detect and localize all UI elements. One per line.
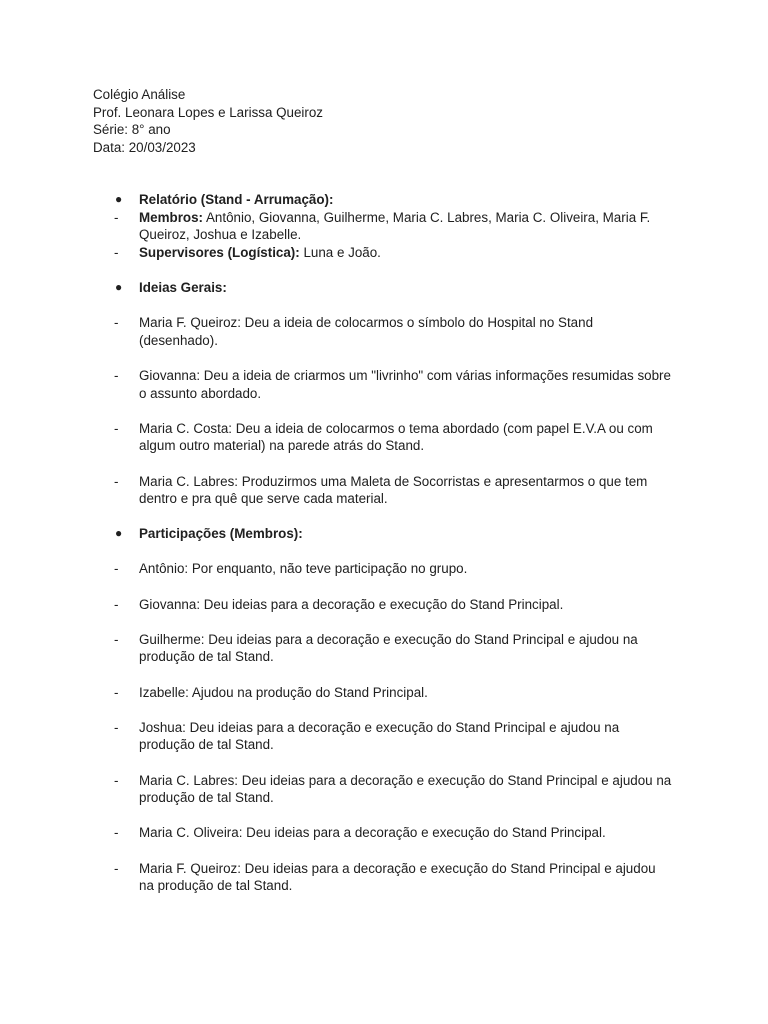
spacer bbox=[114, 842, 674, 860]
members-label: Membros: bbox=[139, 209, 203, 225]
list-item bbox=[114, 860, 674, 895]
spacer bbox=[114, 613, 674, 631]
dash-marker: - bbox=[114, 631, 119, 647]
list-item bbox=[114, 719, 674, 754]
list-item bbox=[114, 314, 674, 349]
ideas-heading-item bbox=[114, 279, 674, 297]
report-heading: Relatório (Stand - Arrumação): bbox=[139, 192, 334, 207]
list-item bbox=[114, 684, 674, 702]
spacer bbox=[114, 701, 674, 719]
participation-text: Giovanna: Deu ideias para a decoração e execução do Stand Principal. bbox=[139, 596, 564, 612]
spacer bbox=[114, 297, 674, 315]
list-item bbox=[114, 772, 674, 807]
participation-text: Maria C. Labres: Deu ideias para a decoração e execução do Stand Principal e ajudou na produção de tal Stand. bbox=[139, 772, 672, 806]
participation-text: Maria F. Queiroz: Deu ideias para a decoração e execução do Stand Principal e ajudou na produção de tal Stand. bbox=[139, 860, 656, 894]
participation-text: Joshua: Deu ideias para a decoração e execução do Stand Principal e ajudou na produção de tal Stand. bbox=[139, 719, 620, 753]
list-item bbox=[114, 367, 674, 402]
dash-marker: - bbox=[114, 860, 119, 876]
dash-marker: - bbox=[114, 719, 119, 735]
participation-text: Izabelle: Ajudou na produção do Stand Principal. bbox=[139, 684, 428, 700]
members-item bbox=[114, 209, 674, 244]
list-item bbox=[114, 560, 674, 578]
spacer bbox=[114, 349, 674, 367]
idea-text: Maria F. Queiroz: Deu a ideia de colocarmos o símbolo do Hospital no Stand (desenhado). bbox=[139, 315, 594, 348]
supervisors-label: Supervisores (Logística): bbox=[139, 244, 300, 260]
participation-text: Guilherme: Deu ideias para a decoração e execução do Stand Principal e ajudou na produção de tal Stand. bbox=[139, 631, 638, 665]
bullet-marker: ● bbox=[115, 526, 123, 541]
spacer bbox=[114, 543, 674, 561]
dash-marker: - bbox=[114, 420, 119, 436]
dash-marker: - bbox=[114, 367, 119, 383]
dash-marker: - bbox=[114, 244, 119, 260]
idea-text: Maria C. Costa: Deu a ideia de colocarmos o tema abordado (com papel E.V.A ou com algum outro material) na parede atrás do Stand. bbox=[139, 420, 653, 454]
spacer bbox=[114, 402, 674, 420]
list-item bbox=[114, 473, 674, 508]
dash-marker: - bbox=[114, 684, 119, 700]
bullet-marker: ● bbox=[115, 279, 123, 294]
supervisors-item bbox=[114, 244, 674, 262]
spacer bbox=[114, 261, 674, 279]
spacer bbox=[114, 754, 674, 772]
dash-marker: - bbox=[114, 772, 119, 788]
dash-marker: - bbox=[114, 825, 119, 841]
date-line: Data: 20/03/2023 bbox=[93, 139, 196, 155]
teachers-line: Prof. Leonara Lopes e Larissa Queiroz bbox=[93, 104, 324, 120]
list-item bbox=[114, 420, 674, 455]
supervisors-value: Luna e João. bbox=[299, 244, 381, 260]
participation-heading: Participações (Membros): bbox=[139, 526, 303, 542]
school-name: Colégio Análise bbox=[93, 87, 186, 102]
list-item bbox=[114, 596, 674, 614]
dash-marker: - bbox=[114, 561, 119, 577]
participation-heading-item bbox=[114, 525, 674, 543]
idea-text: Giovanna: Deu a ideia de criarmos um "livrinho" com várias informações resumidas sobre o assunto abordado. bbox=[139, 367, 671, 401]
dash-marker: - bbox=[114, 473, 119, 489]
document-header bbox=[93, 86, 653, 156]
spacer bbox=[114, 666, 674, 684]
dash-marker: - bbox=[114, 209, 119, 225]
list-item bbox=[114, 824, 674, 842]
participation-text: Antônio: Por enquanto, não teve participação no grupo. bbox=[139, 561, 468, 577]
idea-text: Maria C. Labres: Produzirmos uma Maleta de Socorristas e apresentarmos o que tem dentro e pra quê que serve cada material. bbox=[139, 473, 648, 507]
dash-marker: - bbox=[114, 596, 119, 612]
spacer bbox=[114, 455, 674, 473]
spacer bbox=[114, 508, 674, 526]
document-body bbox=[114, 191, 674, 895]
spacer bbox=[114, 807, 674, 825]
grade-line: Série: 8° ano bbox=[93, 122, 171, 138]
members-value: Antônio, Giovanna, Guilherme, Maria C. Labres, Maria C. Oliveira, Maria F. Queiroz, Joshua e Izabelle. bbox=[139, 209, 651, 243]
dash-marker: - bbox=[114, 315, 119, 331]
ideas-heading: Ideias Gerais: bbox=[139, 279, 227, 295]
list-item bbox=[114, 631, 674, 666]
participation-text: Maria C. Oliveira: Deu ideias para a decoração e execução do Stand Principal. bbox=[139, 825, 606, 841]
report-heading-item bbox=[114, 191, 674, 209]
spacer bbox=[114, 578, 674, 596]
bullet-marker: ● bbox=[115, 192, 123, 206]
